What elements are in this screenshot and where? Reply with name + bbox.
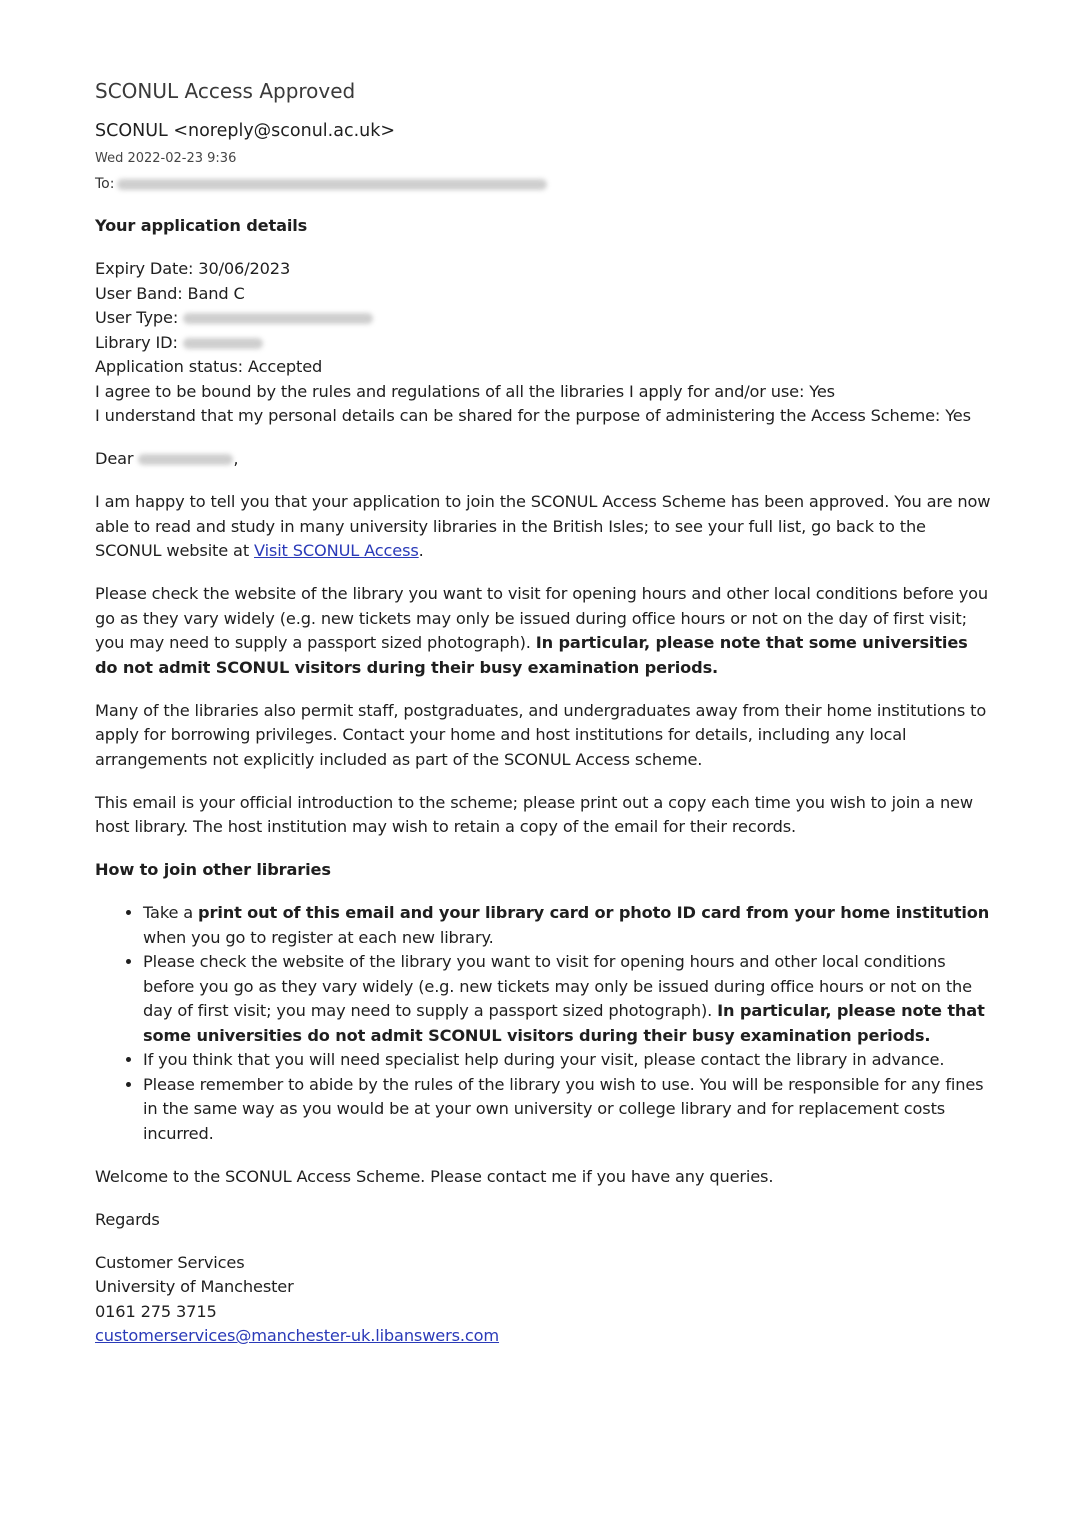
bullet-1-pre: Take a — [143, 903, 199, 922]
user-type-label: User Type: — [95, 308, 179, 327]
bullet-2-text: Please check the website of the library you want to visit for opening hours and other local conditions before you go as they vary widely (e.g. new tickets may only be issued during office hours or not on the day of first visit; you may need to supply a passport sized photograph). — [143, 952, 972, 1020]
application-details-heading: Your application details — [95, 216, 308, 235]
introduction-paragraph: This email is your official introduction to the scheme; please print out a copy each time you wish to join a new host library. The host institution may wish to retain a copy of the email for their records. — [95, 792, 973, 836]
email-recipient-line — [95, 176, 547, 192]
email-sender[interactable]: SCONUL <noreply@sconul.ac.uk> — [95, 121, 396, 141]
visit-sconul-access-link[interactable]: Visit SCONUL Access — [254, 541, 419, 560]
email-date: Wed 2022-02-23 9:36 — [95, 151, 237, 166]
check-website-text: Please check the website of the library you want to visit for opening hours and other local conditions before you go as they vary widely (e.g. new tickets may only be issued during office hours or not on the day of first visit; you may need to supply a passport sized photograph). — [95, 584, 988, 652]
borrowing-paragraph: Many of the libraries also permit staff, postgraduates, and undergraduates away from their home institutions to apply for borrowing privileges. Contact your home and host institutions for details, including any local arrangements not explicitly included as part of the SCONUL Access scheme. — [95, 700, 987, 769]
application-status: Application status: Accepted — [95, 357, 323, 376]
approval-period: . — [418, 541, 424, 560]
library-id-label: Library ID: — [95, 332, 178, 352]
signature-dept: Customer Services — [95, 1252, 245, 1272]
redacted-user-type — [183, 313, 373, 324]
signature-email-link[interactable]: customerservices@manchester-uk.libanswers.com — [95, 1326, 500, 1345]
redacted-recipient — [117, 179, 547, 190]
signature — [95, 1251, 995, 1349]
agree-share: I understand that my personal details can be shared for the purpose of administering the Access Scheme: Yes — [95, 406, 971, 425]
redacted-name — [138, 454, 233, 465]
greeting — [95, 447, 995, 472]
approval-paragraph — [95, 490, 995, 564]
expiry-date: Expiry Date: 30/06/2023 — [95, 259, 291, 278]
greeting-dear: Dear — [95, 449, 134, 468]
list-item: • If you think that you will need specialist help during your visit, please contact the library in advance. — [143, 1048, 995, 1073]
welcome-paragraph: Welcome to the SCONUL Access Scheme. Please contact me if you have any queries. — [95, 1166, 774, 1186]
signature-phone: 0161 275 3715 — [95, 1301, 217, 1321]
approval-text: I am happy to tell you that your application to join the SCONUL Access Scheme has been approved. You are now able to read and study in many university libraries in the British Isles; to see your full list, go back to the SCONUL website at — [95, 492, 991, 560]
bullet-2-bold: In particular, please note that some universities do not admit SCONUL visitors during their busy examination periods. — [143, 1001, 985, 1045]
list-item: • Please remember to abide by the rules of the library you wish to use. You will be responsible for any fines in the same way as you would be at your own university or college library and for replacement costs incurred. — [143, 1073, 995, 1147]
agree-rules: I agree to be bound by the rules and regulations of all the libraries I apply for and/or use: Yes — [95, 381, 835, 401]
regards: Regards — [95, 1209, 160, 1229]
bullet-1-post: when you go to register at each new library. — [143, 927, 494, 947]
email-body — [95, 214, 995, 1349]
exam-period-notice: In particular, please note that some universities do not admit SCONUL visitors during their busy examination periods. — [95, 633, 968, 677]
signature-org: University of Manchester — [95, 1277, 294, 1296]
user-band: User Band: Band C — [95, 283, 245, 303]
application-details — [95, 257, 995, 429]
list-item — [143, 950, 995, 1048]
redacted-library-id — [183, 338, 263, 349]
how-to-join-heading: How to join other libraries — [95, 860, 331, 879]
how-to-join-list — [95, 901, 995, 1146]
list-item — [143, 901, 995, 950]
check-website-paragraph — [95, 582, 995, 680]
email-subject: SCONUL Access Approved — [95, 79, 356, 103]
to-label: To: — [95, 176, 115, 192]
bullet-1-bold: print out of this email and your library card or photo ID card from your home institution — [198, 903, 990, 922]
greeting-comma: , — [233, 449, 239, 468]
